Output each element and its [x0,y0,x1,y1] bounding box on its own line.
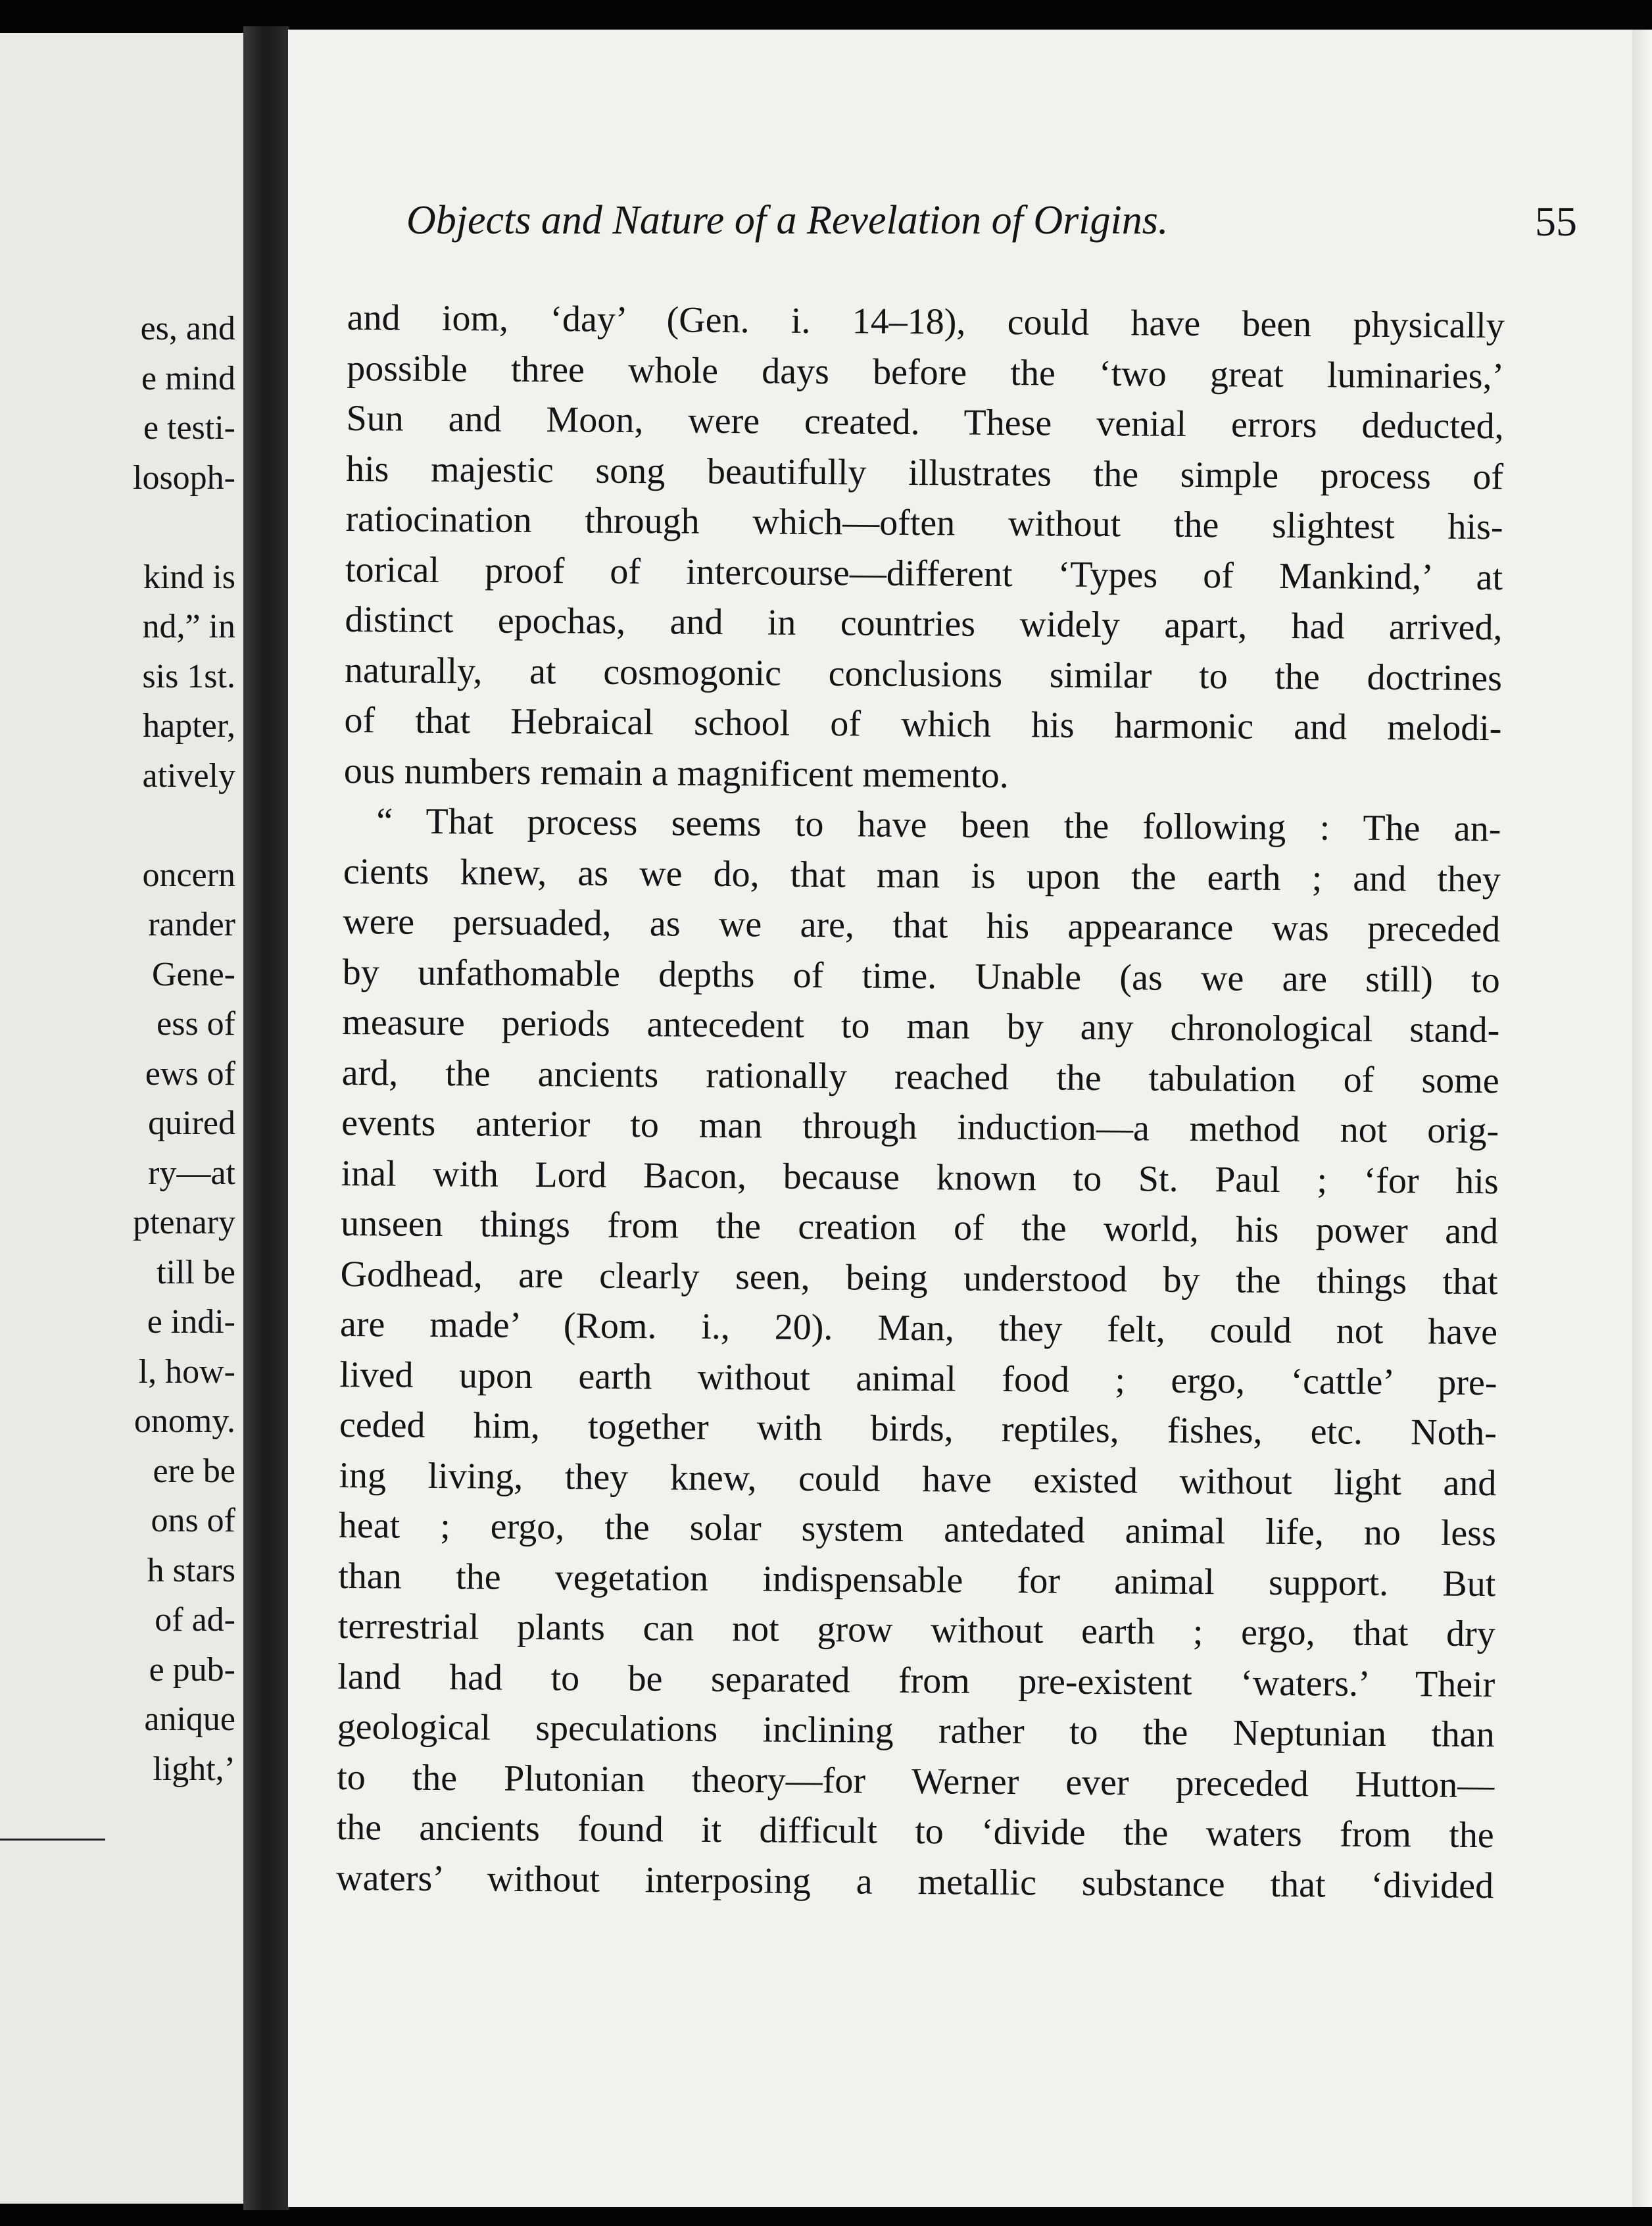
body-line: inal with Lord Bacon, because known to St. Paul ; ‘for his [341,1152,1499,1202]
left-page-text-fragment: ry—at [148,1154,235,1192]
body-line: were persuaded, as we are, that his appearance was preceded [343,901,1501,951]
left-page-text-fragment: ons of [151,1502,235,1539]
body-line: distinct epochas, and in countries widely apart, had arrived, [345,599,1503,649]
left-page-text-fragment: e testi- [143,409,235,447]
left-page-text-fragment: of ad- [155,1601,235,1639]
body-line: events anterior to man through induction—a method not orig- [341,1102,1499,1152]
left-page-text-fragment: ess of [157,1005,235,1043]
running-title: Objects and Nature of a Revelation of Origins. [406,198,1169,243]
left-page-text-fragment: kind is [143,558,235,596]
left-page-text-fragment: Gene- [151,955,235,993]
body-line: ratiocination through which—often without the slightest his- [345,498,1503,548]
left-page-text-fragment: anique [144,1700,235,1738]
left-page-text-fragment: losoph- [133,458,235,497]
body-line: cients knew, as we do, that man is upon the earth ; and they [343,851,1501,900]
body-line: “ That process seems to have been the following : The an- [376,801,1501,850]
book-gutter [243,26,289,2210]
body-line: measure periods antecedent to man by any chronological stand- [342,1001,1500,1051]
left-page-text-fragment: e pub- [149,1650,235,1689]
body-line: waters’ without interposing a metallic substance that ‘divided [335,1857,1494,1906]
left-page-text-fragment: onomy. [134,1402,235,1440]
body-line: the ancients found it difficult to ‘divide the waters from the [336,1806,1494,1856]
body-line: are made’ (Rom. i., 20). Man, they felt, could not have [339,1303,1498,1353]
body-line: geological speculations inclining rather to the Neptunian than [337,1706,1495,1756]
body-line: naturally, at cosmogonic conclusions similar to the doctrines [344,649,1503,699]
body-line: ous numbers remain a magnificent memento. [343,750,1009,796]
left-footnote-rule [0,1839,105,1841]
body-line: Godhead, are clearly seen, being understood by the things that [340,1253,1498,1302]
left-page-text-fragment: ews of [145,1054,235,1093]
body-line: land had to be separated from pre-existent ‘waters.’ Their [337,1656,1495,1705]
body-line: by unfathomable depths of time. Unable (as we are still) to [342,951,1500,1001]
left-page-text-fragment: atively [142,756,235,795]
body-line: ard, the ancients rationally reached the tabulation of some [341,1052,1499,1101]
body-line: possible three whole days before the ‘two great luminaries,’ [346,347,1505,397]
body-line: than the vegetation indispensable for animal support. But [338,1555,1496,1604]
body-line: of that Hebraical school of which his harmonic and melodi- [344,699,1502,749]
left-page-text-fragment: e indi- [147,1303,235,1341]
left-page [0,33,263,2204]
left-page-text-fragment: ere be [153,1452,235,1490]
running-header [406,197,1577,244]
left-page-text-fragment: light,’ [153,1750,235,1788]
body-line: Sun and Moon, were created. These venial errors deducted, [346,397,1504,447]
body-line: ing living, they knew, could have existed without light and [339,1454,1497,1504]
body-line: heat ; ergo, the solar system antedated animal life, no less [338,1504,1497,1554]
body-text [336,293,1505,1911]
body-line: to the Plutonian theory—for Werner ever preceded Hutton— [337,1756,1495,1806]
left-page-text-fragment: nd,” in [142,608,235,645]
body-line: terrestrial plants can not grow without earth ; ergo, that dry [337,1605,1496,1655]
page-edge [1632,30,1652,2207]
left-page-text-fragment: sis 1st. [142,657,235,695]
body-line: torical proof of intercourse—different ‘Types of Mankind,’ at [345,549,1503,598]
left-page-text-fragment: h stars [147,1551,235,1589]
body-line: unseen things from the creation of the world, his power and [340,1202,1499,1252]
body-line: ceded him, together with birds, reptiles, fishes, etc. Noth- [339,1404,1497,1454]
left-page-text-fragment: quired [148,1104,235,1142]
page-number: 55 [1535,198,1577,245]
left-page-text-fragment: es, and [140,310,235,347]
body-line: his majestic song beautifully illustrates the simple process of [345,448,1504,497]
left-page-text-fragment: e mind [141,359,235,397]
body-line: and iom, ‘day’ (Gen. i. 14–18), could have been physically [347,297,1505,347]
right-page [288,30,1652,2207]
left-page-text-fragment: rander [148,906,235,943]
left-page-text-fragment: oncern [142,856,235,894]
left-page-text-fragment: hapter, [143,707,235,745]
left-page-text-fragment: ptenary [133,1204,235,1241]
body-line: lived upon earth without animal food ; ergo, ‘cattle’ pre- [339,1354,1497,1403]
left-page-text-fragment: l, how- [138,1352,235,1391]
left-page-text-fragment: till be [157,1253,235,1291]
